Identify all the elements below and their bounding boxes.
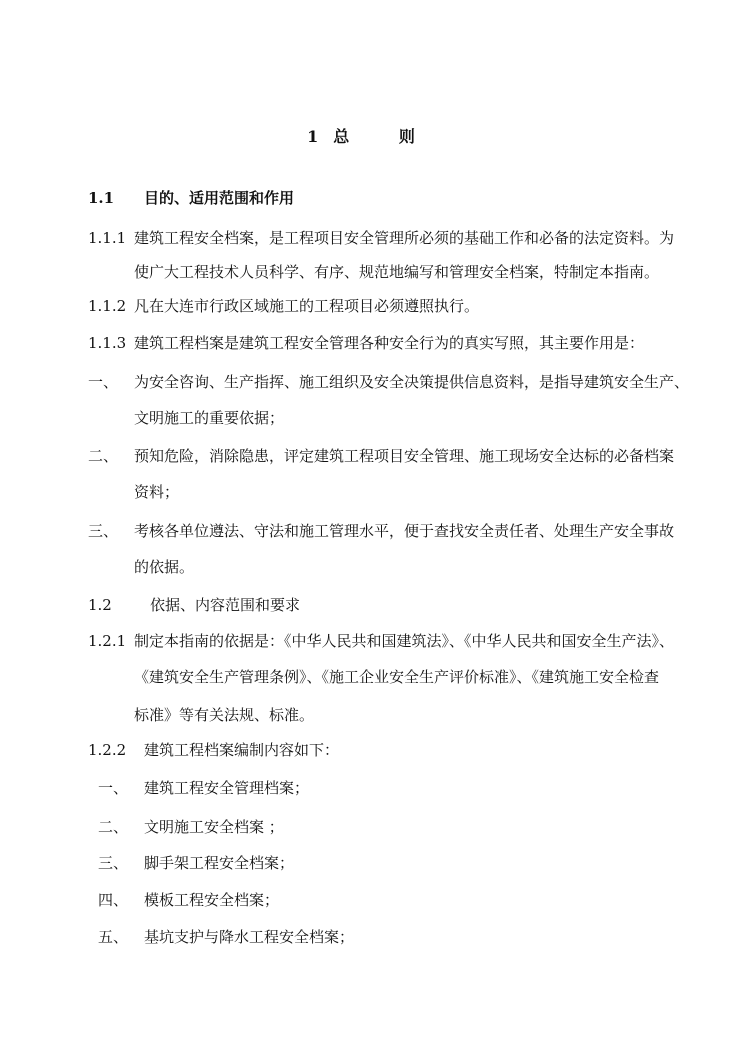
clause-number: 1.2.1 — [88, 632, 127, 650]
clause-text: 凡在大连市行政区域施工的工程项目必须遵照执行。 — [134, 297, 480, 315]
clause-number: 1.2.2 — [88, 741, 127, 759]
clause-line: 《建筑安全生产管理条例》、《施工企业安全生产评价标准》、《建筑施工安全检查 — [134, 668, 660, 686]
list-marker: 三、 — [88, 522, 119, 540]
clause-line: 使广大工程技术人员科学、有序、规范地编写和管理安全档案，特制定本指南。 — [134, 263, 660, 281]
section-title: 目的、适用范围和作用 — [144, 189, 295, 207]
section-number: 1.2 — [88, 596, 112, 614]
section-number: 1.1 — [88, 189, 115, 207]
clause-number: 1.1.3 — [88, 334, 127, 352]
clause-line: 标准》等有关法规、标准。 — [134, 706, 315, 724]
clause-line: 建筑工程安全档案，是工程项目安全管理所必须的基础工作和必备的法定资料。为 — [134, 229, 675, 247]
list-line: 资料； — [134, 483, 180, 501]
list-line: 文明施工的重要依据； — [134, 409, 285, 427]
chapter-number: 1 — [307, 127, 320, 146]
list-marker: 四、 — [98, 891, 129, 909]
list-marker: 一、 — [98, 779, 129, 797]
chapter-title — [0, 124, 744, 147]
list-text: 建筑工程安全管理档案； — [144, 779, 310, 797]
clause-number: 1.1.2 — [88, 297, 127, 315]
clause-text: 建筑工程档案编制内容如下： — [144, 741, 340, 759]
chapter-heading: 总 则 — [333, 127, 437, 146]
list-line: 为安全咨询、生产指挥、施工组织及安全决策提供信息资料，是指导建筑安全生产、 — [134, 373, 690, 391]
clause-number: 1.1.1 — [88, 229, 127, 247]
list-text: 基坑支护与降水工程安全档案； — [144, 928, 355, 946]
clause-text: 建筑工程档案是建筑工程安全管理各种安全行为的真实写照，其主要作用是： — [134, 334, 645, 352]
list-marker: 五、 — [98, 928, 129, 946]
clause-line: 制定本指南的依据是：《中华人民共和国建筑法》、《中华人民共和国安全生产法》、 — [134, 632, 675, 650]
list-line: 的依据。 — [134, 558, 195, 576]
list-marker: 二、 — [98, 818, 129, 836]
list-text: 脚手架工程安全档案； — [144, 854, 295, 872]
list-line: 预知危险，消除隐患，评定建筑工程项目安全管理、施工现场安全达标的必备档案 — [134, 447, 675, 465]
section-title: 依据、内容范围和要求 — [150, 596, 301, 614]
list-marker: 三、 — [98, 854, 129, 872]
list-text: 文明施工安全档案 ； — [144, 818, 284, 836]
list-text: 模板工程安全档案； — [144, 891, 280, 909]
list-marker: 一、 — [88, 373, 119, 391]
list-marker: 二、 — [88, 447, 119, 465]
list-line: 考核各单位遵法、守法和施工管理水平，便于查找安全责任者、处理生产安全事故 — [134, 522, 675, 540]
